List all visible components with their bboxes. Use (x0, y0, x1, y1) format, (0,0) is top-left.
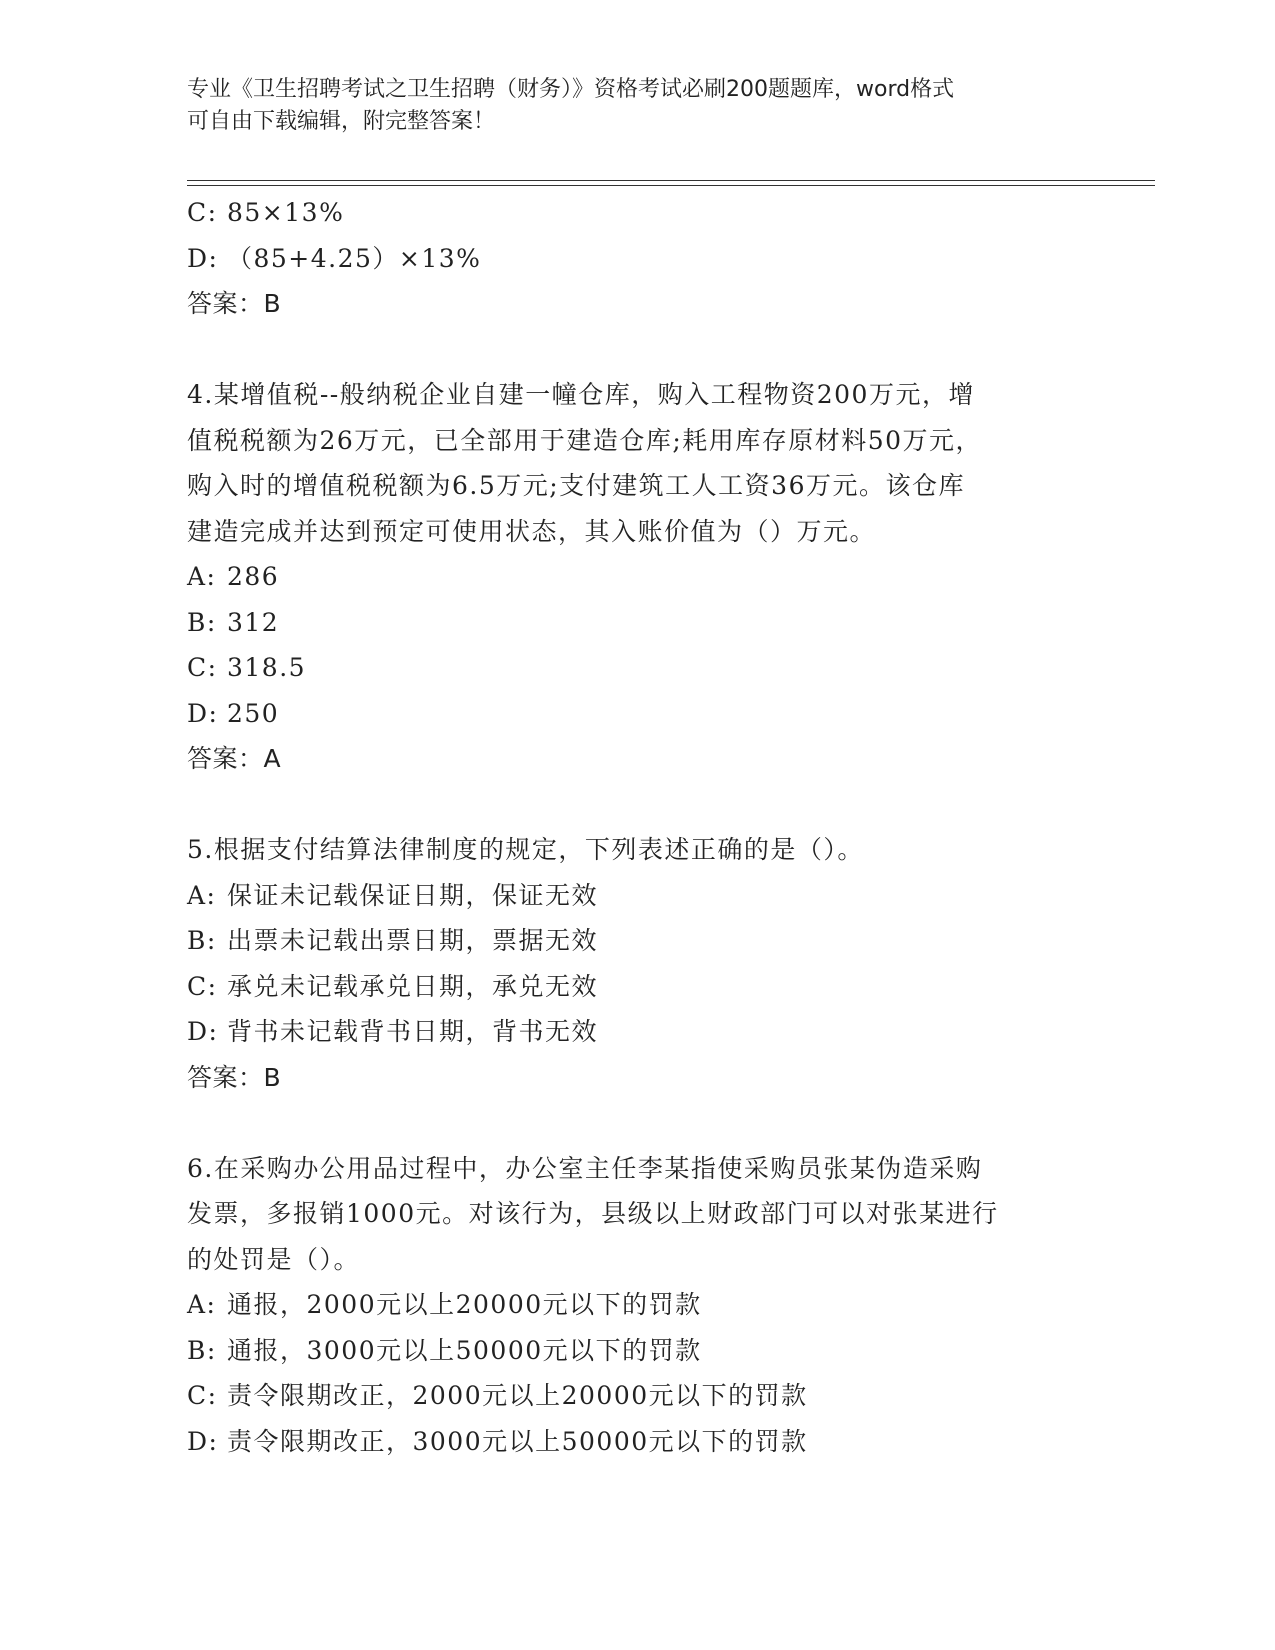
option-label: B: (187, 607, 217, 637)
option-a (187, 554, 1087, 600)
option-d (187, 1419, 1087, 1465)
option-a (187, 873, 1087, 919)
option-text: 通报，3000元以上50000元以下的罚款 (227, 1335, 702, 1365)
question-text-line: 4.某增值税--般纳税企业自建一幢仓库，购入工程物资200万元，增 (187, 380, 975, 409)
option-c (187, 964, 1087, 1010)
option-c (187, 645, 1087, 691)
option-d (187, 691, 1087, 737)
option-text: 责令限期改正，2000元以上20000元以下的罚款 (227, 1381, 808, 1410)
option-label: D: (187, 1426, 219, 1456)
option-text: 出票未记载出票日期，票据无效 (227, 926, 599, 955)
answer-line: 答案：B (187, 289, 282, 318)
option-label: A: (187, 1290, 217, 1319)
answer-line: 答案：A (187, 744, 282, 773)
option-label: B: (187, 926, 217, 955)
header-divider-top (187, 180, 1155, 181)
option-label: D: (187, 698, 219, 728)
question-4 (187, 372, 1087, 782)
option-d (187, 236, 1087, 282)
question-text-line: 购入时的增值税税额为6.5万元;支付建筑工人工资36万元。该仓库 (187, 471, 965, 500)
spacer (187, 782, 1087, 828)
spacer (187, 327, 1087, 373)
question-text-line: 值税税额为26万元，已全部用于建造仓库;耗用库存原材料50万元， (187, 425, 983, 455)
previous-question-tail (187, 190, 1087, 327)
header-divider-bottom (187, 185, 1155, 186)
option-label: C: (187, 971, 218, 1001)
option-label: C: (187, 653, 218, 682)
option-label: A: (187, 880, 217, 910)
option-text: 250 (227, 698, 280, 728)
option-text: 保证未记载保证日期，保证无效 (227, 880, 599, 910)
option-text: 通报，2000元以上20000元以下的罚款 (227, 1290, 702, 1319)
option-text: 承兑未记载承兑日期，承兑无效 (227, 971, 599, 1001)
option-text: 312 (227, 607, 280, 637)
option-label: D: (187, 1017, 219, 1046)
option-label: C: (187, 1381, 218, 1410)
question-text-line: 5.根据支付结算法律制度的规定，下列表述正确的是（）。 (187, 835, 864, 864)
option-c (187, 190, 1087, 236)
option-d (187, 1009, 1087, 1055)
option-label: B: (187, 1335, 217, 1365)
question-text-line: 建造完成并达到预定可使用状态，其入账价值为（）万元。 (187, 516, 877, 546)
header-line-1: 专业《卫生招聘考试之卫生招聘（财务）》资格考试必刷200题题库，word格式 (187, 77, 955, 102)
option-label: D: (187, 243, 219, 273)
question-6 (187, 1146, 1087, 1465)
answer-line: 答案：B (187, 1062, 282, 1092)
option-b (187, 600, 1087, 646)
option-label: C: (187, 198, 218, 227)
option-text: 318.5 (227, 653, 307, 682)
header-line-2: 可自由下载编辑，附完整答案！ (187, 109, 496, 134)
option-b (187, 1328, 1087, 1374)
option-text: 背书未记载背书日期，背书无效 (227, 1017, 599, 1046)
spacer (187, 1100, 1087, 1146)
question-text-line: 6.在采购办公用品过程中，办公室主任李某指使采购员张某伪造采购 (187, 1153, 983, 1183)
question-text-line: 的处罚是（）。 (187, 1244, 361, 1274)
option-text: 85×13% (227, 198, 345, 227)
option-label: A: (187, 562, 217, 591)
option-text: （85+4.25）×13% (227, 243, 482, 273)
option-a (187, 1282, 1087, 1328)
question-5 (187, 827, 1087, 1100)
option-text: 286 (227, 562, 280, 591)
option-text: 责令限期改正，3000元以上50000元以下的罚款 (227, 1426, 808, 1456)
document-body (187, 190, 1087, 1464)
option-b (187, 918, 1087, 964)
page-header (187, 74, 1067, 138)
option-c (187, 1373, 1087, 1419)
question-text-line: 发票，多报销1000元。对该行为，县级以上财政部门可以对张某进行 (187, 1199, 999, 1228)
